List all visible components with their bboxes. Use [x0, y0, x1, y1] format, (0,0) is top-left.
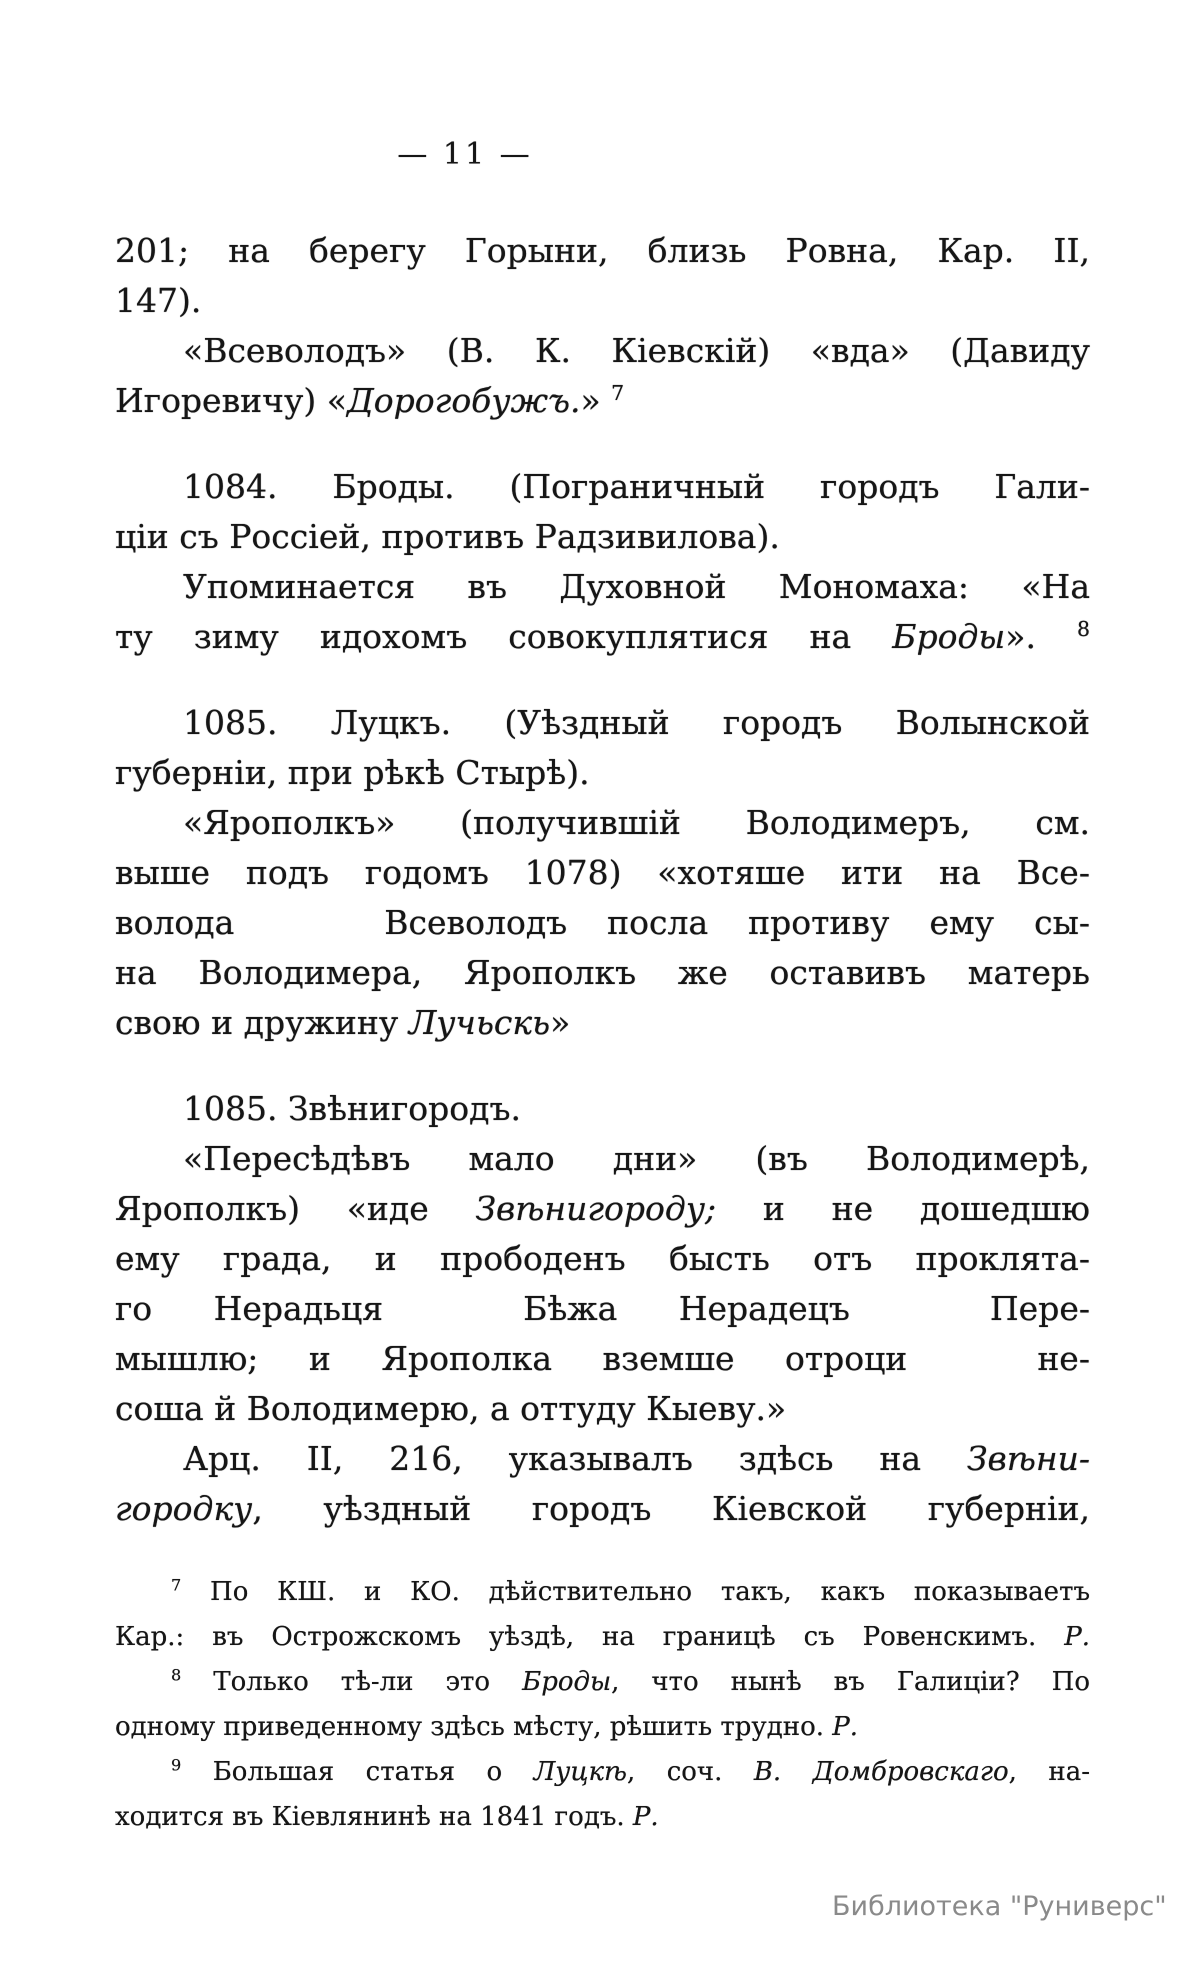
- paragraph-block: [115, 326, 1090, 426]
- text-line: [115, 1234, 1090, 1284]
- text-line: [115, 376, 1090, 426]
- text-run: одному приведенному здѣсь мѣсту, рѣшить трудно.: [115, 1712, 833, 1742]
- text-run: Дорогобужъ.: [346, 381, 581, 420]
- text-run: »: [550, 1003, 571, 1042]
- text-run: Р.: [632, 1802, 659, 1832]
- text-run: По КШ. и КО. дѣйствительно такъ, какъ показываетъ: [181, 1577, 1090, 1607]
- text-line: [115, 1615, 1090, 1660]
- text-run: волода: [115, 903, 235, 942]
- text-run: 201; на берегу Горыни, близь Ровна, Кар. II,: [115, 231, 1090, 270]
- text-line: [115, 1660, 1090, 1705]
- paragraph-block: [115, 226, 1090, 326]
- paragraph-block: [115, 1434, 1090, 1534]
- text-run: , уѣздный городъ Кіевской губерніи,: [252, 1489, 1090, 1528]
- watermark: Библиотека "Руниверс": [832, 1891, 1167, 1922]
- text-run: «Пересѣдѣвъ мало дни» (въ Володимерѣ,: [183, 1139, 1090, 1178]
- text-run: Р.: [1064, 1622, 1090, 1652]
- text-line: [115, 1184, 1090, 1234]
- text-run: 1085. Луцкъ. (Уѣздный городъ Волынской: [183, 703, 1090, 742]
- text-run: Броды: [892, 617, 1006, 656]
- text-line: [115, 898, 1090, 948]
- text-run: Лучьскь: [408, 1003, 551, 1042]
- text-run: , что нынѣ въ Галиціи? По: [611, 1667, 1091, 1697]
- text-run: В. Домбровскаго: [753, 1757, 1009, 1787]
- text-line: [115, 698, 1090, 748]
- text-run: , на-: [1008, 1757, 1090, 1787]
- text-run: ему града, и прободенъ бысть отъ проклята-: [115, 1239, 1090, 1278]
- text-line: [115, 462, 1090, 512]
- text-run: не-: [1037, 1339, 1090, 1378]
- paragraph-block: [115, 798, 1090, 1048]
- page-number-header: — 11 —: [397, 137, 533, 172]
- paragraph-block: [115, 562, 1090, 662]
- text-line: [115, 798, 1090, 848]
- text-run: выше подъ годомъ 1078) «хотяше ити на Все-: [115, 853, 1090, 892]
- text-line: [115, 1484, 1090, 1534]
- text-run: Луцкѣ: [533, 1757, 627, 1787]
- omission-gap: [383, 1319, 523, 1320]
- text-run: ту зиму идохомъ совокуплятися на: [115, 617, 893, 656]
- text-run: Кар.: въ Острожскомъ уѣздѣ, на границѣ съ Ровенскимъ.: [115, 1622, 1065, 1652]
- text-line: [115, 748, 1090, 798]
- text-line: [115, 1570, 1090, 1615]
- text-run: Большая статья о: [181, 1757, 534, 1787]
- text-run: свою и дружину: [115, 1003, 409, 1042]
- omission-gap: [234, 933, 384, 934]
- text-line: [115, 998, 1090, 1048]
- text-run: , соч.: [626, 1757, 754, 1787]
- text-run: Упоминается въ Духовной Мономаха: «На: [183, 567, 1090, 606]
- text-run: »: [580, 381, 612, 420]
- text-run: губерніи, при рѣкѣ Стырѣ).: [115, 753, 590, 792]
- text-line: [115, 1134, 1090, 1184]
- text-run: го Нерадьця: [115, 1289, 384, 1328]
- text-run: Игоревичу) «: [115, 381, 347, 420]
- footnotes-block: [115, 1570, 1090, 1840]
- text-run: Звѣнигороду;: [475, 1189, 717, 1228]
- text-line: [115, 326, 1090, 376]
- text-run: Всеволодъ посла противу ему сы-: [384, 903, 1090, 942]
- text-run: 1084. Броды. (Пограничный городъ Гали-: [183, 467, 1090, 506]
- entry-block: [115, 1084, 1090, 1134]
- text-line: [115, 1750, 1090, 1795]
- omission-gap: [907, 1369, 1037, 1370]
- footnote-item: [115, 1750, 1090, 1840]
- text-run: 147).: [115, 281, 202, 320]
- text-run: Пере-: [989, 1289, 1091, 1328]
- footnote-marker: 8: [171, 1665, 182, 1685]
- text-run: ».: [1005, 617, 1077, 656]
- omission-gap: [850, 1319, 990, 1320]
- text-run: Бѣжа Нерадецъ: [523, 1289, 850, 1328]
- text-run: Только тѣ-ли это: [181, 1667, 523, 1697]
- text-run: ціи съ Россіей, противъ Радзивилова).: [115, 517, 780, 556]
- text-run: мышлю; и Ярополка вземше отроци: [115, 1339, 908, 1378]
- footnote-item: [115, 1660, 1090, 1750]
- footnote-marker: 7: [611, 381, 625, 405]
- text-line: [115, 562, 1090, 612]
- text-run: и не дошедшю: [716, 1189, 1090, 1228]
- text-run: ходится въ Кіевлянинѣ на 1841 годъ.: [115, 1802, 633, 1832]
- text-run: 1085. Звѣнигородъ.: [183, 1089, 521, 1128]
- text-line: [115, 1384, 1090, 1434]
- text-line: [115, 1334, 1090, 1384]
- text-line: [115, 948, 1090, 998]
- text-run: Броды: [522, 1667, 612, 1697]
- text-run: Р.: [832, 1712, 859, 1742]
- main-text-block: [115, 226, 1090, 1534]
- text-run: соша й Володимерю, а оттуду Кыеву.»: [115, 1389, 787, 1428]
- text-run: городку: [115, 1489, 253, 1528]
- text-line: [115, 1084, 1090, 1134]
- text-line: [115, 1284, 1090, 1334]
- text-line: [115, 1795, 1090, 1840]
- text-line: [115, 276, 1090, 326]
- entry-block: [115, 462, 1090, 562]
- entry-block: [115, 698, 1090, 798]
- text-line: [115, 1434, 1090, 1484]
- text-line: [115, 612, 1090, 662]
- text-run: «Всеволодъ» (В. К. Кіевскій) «вда» (Давиду: [183, 331, 1090, 370]
- text-run: Звѣни-: [966, 1439, 1090, 1478]
- text-run: Ярополкъ) «иде: [115, 1189, 476, 1228]
- footnote-marker: 9: [171, 1755, 182, 1775]
- text-line: [115, 512, 1090, 562]
- text-run: «Ярополкъ» (получившій Володимеръ, см.: [183, 803, 1090, 842]
- text-line: [115, 226, 1090, 276]
- footnote-marker: 7: [171, 1575, 182, 1595]
- text-run: Арц. II, 216, указывалъ здѣсь на: [183, 1439, 967, 1478]
- text-line: [115, 848, 1090, 898]
- text-line: [115, 1705, 1090, 1750]
- paragraph-block: [115, 1134, 1090, 1434]
- footnote-marker: 8: [1077, 617, 1091, 641]
- footnote-item: [115, 1570, 1090, 1660]
- text-run: на Володимера, Ярополкъ же оставивъ матерь: [115, 953, 1090, 992]
